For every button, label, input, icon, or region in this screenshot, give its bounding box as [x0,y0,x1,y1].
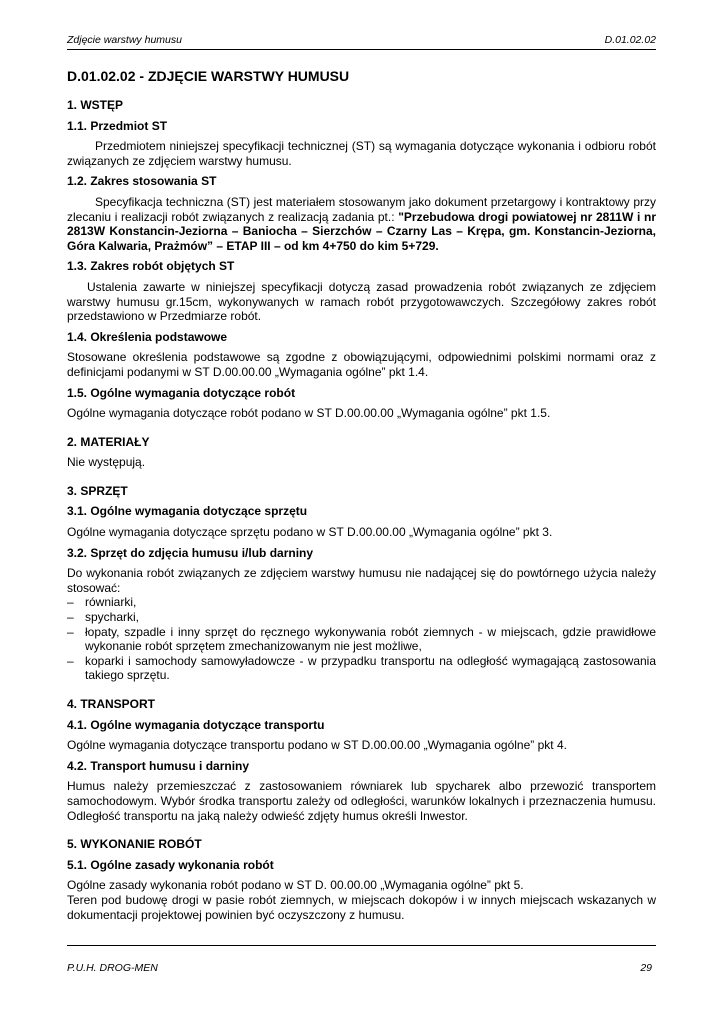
section-3-1-heading: 3.1. Ogólne wymagania dotyczące sprzętu [67,504,308,519]
section-4-1-heading: 4.1. Ogólne wymagania dotyczące transportu [67,717,325,732]
section-5-1-text-b: Teren pod budowę drogi w pasie robót ziemnych, w miejscach dokopów i w innych miejscach wskazanych w dokumentacji projektowej powinien być oczyszczony z humusu. [67,892,656,922]
section-1-2-text [67,195,656,253]
section-5-1-heading: 5.1. Ogólne zasady wykonania robót [67,857,274,872]
section-1-2-heading: 1.2. Zakres stosowania ST [67,174,217,189]
section-1-3-heading: 1.3. Zakres robót objętych ST [67,259,235,274]
header-left: Zdjęcie warstwy humusu [67,34,182,46]
equipment-list [67,595,656,683]
section-2-heading: 2. MATERIAŁY [67,434,150,449]
page-footer [67,945,656,974]
section-2-text: Nie występują. [67,455,146,470]
section-3-1-text: Ogólne wymagania dotyczące sprzętu podano w ST D.00.00.00 „Wymagania ogólne” pkt 3. [67,525,553,540]
section-4-2-heading: 4.2. Transport humusu i darniny [67,758,250,773]
section-1-1-heading: 1.1. Przedmiot ST [67,118,168,133]
section-5-1-text-a: Ogólne zasady wykonania robót podano w ST D. 00.00.00 „Wymagania ogólne” pkt 5. [67,878,524,893]
document-title: D.01.02.02 - ZDJĘCIE WARSTWY HUMUSU [67,68,350,84]
section-1-2-text-a: Specyfikacja techniczna (ST) jest materiałem stosowanym jako dokument przetargowy i kontraktowy przy zlecaniu i realizacji robót związanych z realizacją zadania pt.: [67,194,656,224]
document-body [67,68,656,928]
section-1-5-heading: 1.5. Ogólne wymagania dotyczące robót [67,385,296,400]
section-1-heading: 1. WSTĘP [67,98,124,112]
header-right: D.01.02.02 [604,34,656,46]
list-item: – koparki i samochody samowyładowcze - w przypadku transportu na odległość wymagającą zastosowania takiego sprzętu. [67,654,656,683]
section-3-2-text: Do wykonania robót związanych ze zdjęciem warstwy humusu nie nadającej się do powtórnego użycia należy stosować: [67,566,656,595]
section-1-4-heading: 1.4. Określenia podstawowe [67,329,228,344]
list-item: – równiarki, [67,595,656,610]
list-item: – spycharki, [67,610,656,625]
section-4-2-text: Humus należy przemieszczać z zastosowaniem równiarek lub spycharek albo przewozić transportem samochodowym. Wybór środka transportu zależy od odległości, warunków lokalnych i przeznaczenia humusu. Odległość transportu na jaką należy odwieść zdjęty humus określi Inwestor. [67,779,656,823]
section-1-3-text: Ustalenia zawarte w niniejszej specyfikacji dotyczą zasad prowadzenia robót związanych ze zdjęciem warstwy humusu gr.15cm, wykonywanych w ramach robót przygotowawczych. Szczegółowy zakres robót przedstawiono w Przedmiarze robót. [67,279,656,324]
section-1-2-project-title: "Przebudowa drogi powiatowej nr 2811W i nr 2813W Konstancin-Jeziorna – Baniocha – Sierzchów – Czarny Las – Krępa, gm. Konstancin-Jeziorna, Góra Kalwaria, Prażmów” – ETAP III – od km 4+750 do kim 5+729. [67,209,656,253]
page-header [67,34,656,50]
section-3-2-heading: 3.2. Sprzęt do zdjęcia humusu i/lub darniny [67,545,314,560]
footer-company: P.U.H. DROG-MEN [67,962,158,974]
section-1-5-text: Ogólne wymagania dotyczące robót podano w ST D.00.00.00 „Wymagania ogólne” pkt 1.5. [67,406,551,421]
section-1-1-text: Przedmiotem niniejszej specyfikacji technicznej (ST) są wymagania dotyczące wykonania i odbioru robót związanych ze zdjęciem warstwy humusu. [67,139,656,168]
section-3-heading: 3. SPRZĘT [67,483,128,498]
section-4-1-text: Ogólne wymagania dotyczące transportu podano w ST D.00.00.00 „Wymagania ogólne” pkt 4. [67,738,567,753]
section-1-4-text: Stosowane określenia podstawowe są zgodne z obowiązującymi, odpowiednimi polskimi normami oraz z definicjami podanymi w ST D.00.00.00 „Wymagania ogólne” pkt 1.4. [67,350,656,379]
section-5-heading: 5. WYKONANIE ROBÓT [67,837,202,852]
section-4-heading: 4. TRANSPORT [67,697,156,711]
page-number: 29 [640,962,652,974]
list-item: – łopaty, szpadle i inny sprzęt do ręcznego wykonywania robót ziemnych - w miejscach, gdzie prawidłowe wykonanie robót sprzętem zmechanizowanym nie jest możliwe, [67,625,656,654]
